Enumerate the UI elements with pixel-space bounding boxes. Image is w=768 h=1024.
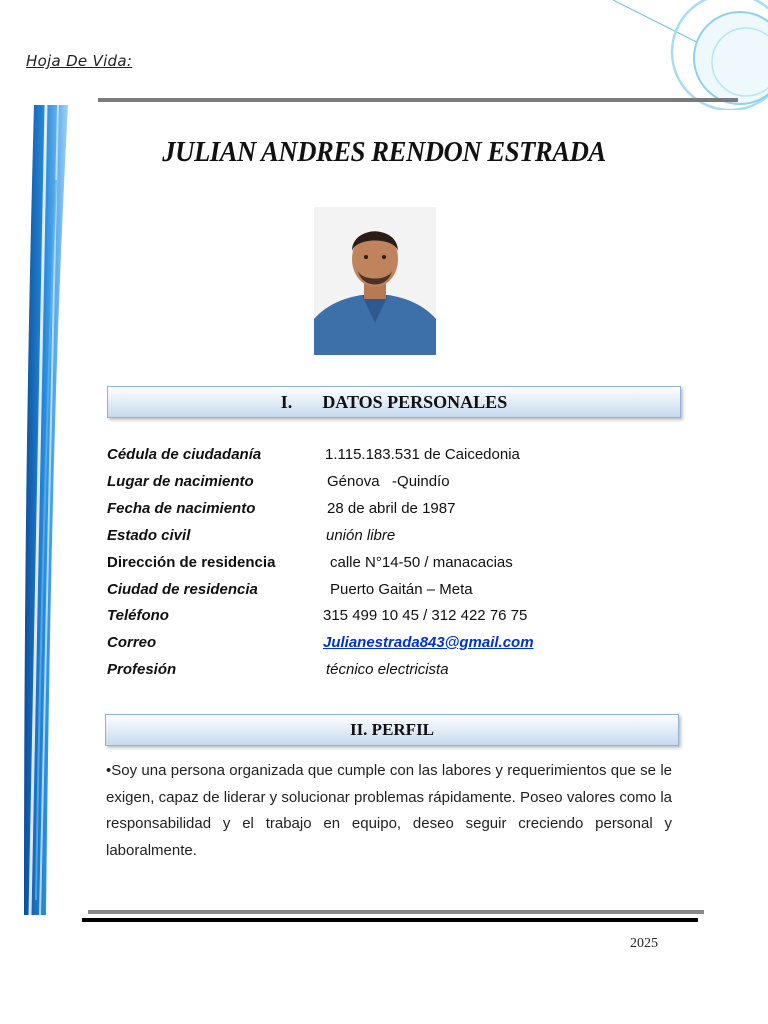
- candidate-name: JULIAN ANDRES RENDON ESTRADA: [162, 136, 606, 168]
- field-profession: [107, 661, 667, 683]
- field-email: [107, 634, 667, 656]
- field-value: calle N°14-50 / manacacias: [330, 554, 513, 571]
- section-title: DATOS PERSONALES: [322, 391, 508, 412]
- profile-paragraph: •Soy una persona organizada que cumple con las labores y requerimientos que se le exigen, capaz de liderar y solucionar problemas rápidamente. Poseo valores como la responsabilidad y el trabajo en equipo, deseo seguir creciendo personal y laboralmente.: [106, 762, 672, 859]
- field-value: unión libre: [326, 527, 396, 544]
- profile-photo: [314, 207, 436, 355]
- section-profile-header: [105, 714, 679, 746]
- field-label: Estado civil: [107, 527, 191, 544]
- field-birthplace: [107, 473, 667, 495]
- field-label: Fecha de nacimiento: [107, 500, 256, 517]
- section-personal-data-header: [107, 386, 681, 418]
- field-civil-status: [107, 527, 667, 549]
- field-city: [107, 581, 667, 603]
- top-right-circle-decoration: [448, 0, 768, 110]
- field-address: [107, 554, 667, 576]
- field-label: Lugar de nacimiento: [107, 473, 254, 490]
- field-value: Génova -Quindío: [327, 473, 450, 490]
- field-value: técnico electricista: [326, 661, 449, 678]
- field-cedula: [107, 446, 667, 468]
- section-number: I.: [280, 391, 293, 412]
- field-value: 315 499 10 45 / 312 422 76 75: [323, 607, 528, 624]
- bottom-divider-gray: [88, 910, 704, 914]
- top-divider: [98, 98, 738, 102]
- field-label: Cédula de ciudadanía: [107, 446, 262, 463]
- email-link[interactable]: Julianestrada843@gmail.com: [323, 634, 534, 651]
- field-value: 1.115.183.531 de Caicedonia: [325, 446, 520, 463]
- field-label: Ciudad de residencia: [107, 581, 258, 598]
- field-label: Profesión: [107, 661, 177, 678]
- bottom-divider-black: [82, 918, 698, 922]
- field-label: Correo: [107, 634, 157, 651]
- footer-year: 2025: [630, 936, 658, 951]
- field-label: Dirección de residencia: [107, 554, 276, 571]
- field-phone: [107, 607, 667, 629]
- field-value: 28 de abril de 1987: [327, 500, 456, 517]
- field-birthdate: [107, 500, 667, 522]
- field-value: Puerto Gaitán – Meta: [330, 581, 473, 598]
- document-type-label: Hoja De Vida:: [26, 52, 133, 70]
- field-label: Teléfono: [107, 607, 169, 624]
- section-title: II. PERFIL: [349, 720, 435, 739]
